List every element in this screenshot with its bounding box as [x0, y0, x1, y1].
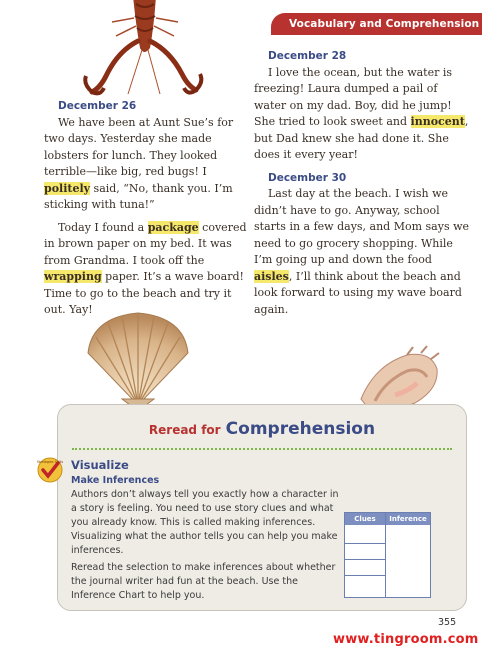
entry-paragraph	[254, 65, 470, 164]
entry-paragraph	[44, 220, 256, 319]
entry-date: December 30	[268, 171, 347, 184]
watermark-url: www.tingroom.com	[333, 632, 479, 647]
vocab-word-innocent: innocent	[410, 115, 465, 128]
chart-header-clues: Clues	[345, 513, 385, 525]
entry-paragraph	[254, 186, 470, 318]
chart-header-inference: Inference	[386, 513, 430, 525]
chart-row-line	[345, 543, 385, 544]
entry-date: December 26	[58, 100, 137, 112]
strategy-title: Visualize	[71, 458, 129, 472]
chart-row-line	[345, 575, 385, 576]
chart-divider	[385, 513, 386, 597]
text-run: covered in brown paper on my bed. It was from Grandma. I took off the	[44, 220, 247, 267]
text-run: Last day at the beach. I wish we didn’t have to go. Anyway, school starts in a few days, and Mom says we need to go grocery shopping. While I’m going up and down the food	[254, 187, 470, 266]
text-run: I love the ocean, but the water is freezing! Laura dumped a pail of water on my dad. Boy, did he jump! She tried to look sweet and	[254, 65, 453, 128]
text-run: said, “No, thank you. I’m sticking with tuna!”	[44, 181, 233, 211]
heading-prefix: Reread for	[148, 423, 221, 437]
journal-column-left	[44, 98, 256, 325]
instructions-paragraph-2: Reread the selection to make inferences about whether the journal writer had fun at the beach. Use the Inference Chart to help you.	[71, 562, 336, 601]
vocab-word-wrapping: wrapping	[44, 270, 102, 283]
lobster-illustration	[78, 0, 208, 96]
comprehension-heading	[58, 419, 466, 439]
inference-chart	[344, 512, 431, 598]
text-run: Today I found a	[58, 220, 148, 234]
strategies-skills-badge-icon	[36, 457, 64, 483]
vocab-word-aisles: aisles	[254, 269, 289, 283]
scallop-shell-illustration	[82, 307, 194, 415]
vocab-word-package: package	[147, 220, 199, 234]
text-run: paper. It’s a wave board! Time to go to the beach and try it out. Yay!	[44, 270, 244, 316]
badge-label: Strategies Skills	[36, 460, 64, 464]
dotted-divider	[72, 448, 452, 450]
entry-paragraph	[44, 115, 256, 214]
page-number: 355	[438, 617, 457, 628]
text-run: , I’ll think about the beach and look forward to using my wave board again.	[254, 269, 462, 316]
text-run: , but Dad knew she had done it. She does it every year!	[254, 115, 469, 161]
instructions-paragraph-1: Authors don’t always tell you exactly how a character in a story is feeling. You need to use story clues and what you already know. This is called making inferences. Visualizing what the author tells you can help you make inferences.	[71, 489, 339, 556]
text-run: We have been at Aunt Sue’s for two days. Yesterday she made lobsters for lunch. They looked terrible—like big, red bugs! I	[44, 115, 234, 178]
heading-main: Comprehension	[225, 419, 376, 439]
chart-row-line	[345, 559, 385, 560]
vocab-word-politely: politely	[44, 181, 91, 195]
section-banner: Vocabulary and Comprehension	[271, 13, 482, 35]
skill-title: Make Inferences	[71, 475, 160, 486]
entry-date: December 28	[268, 50, 347, 62]
journal-column-right	[254, 48, 470, 324]
